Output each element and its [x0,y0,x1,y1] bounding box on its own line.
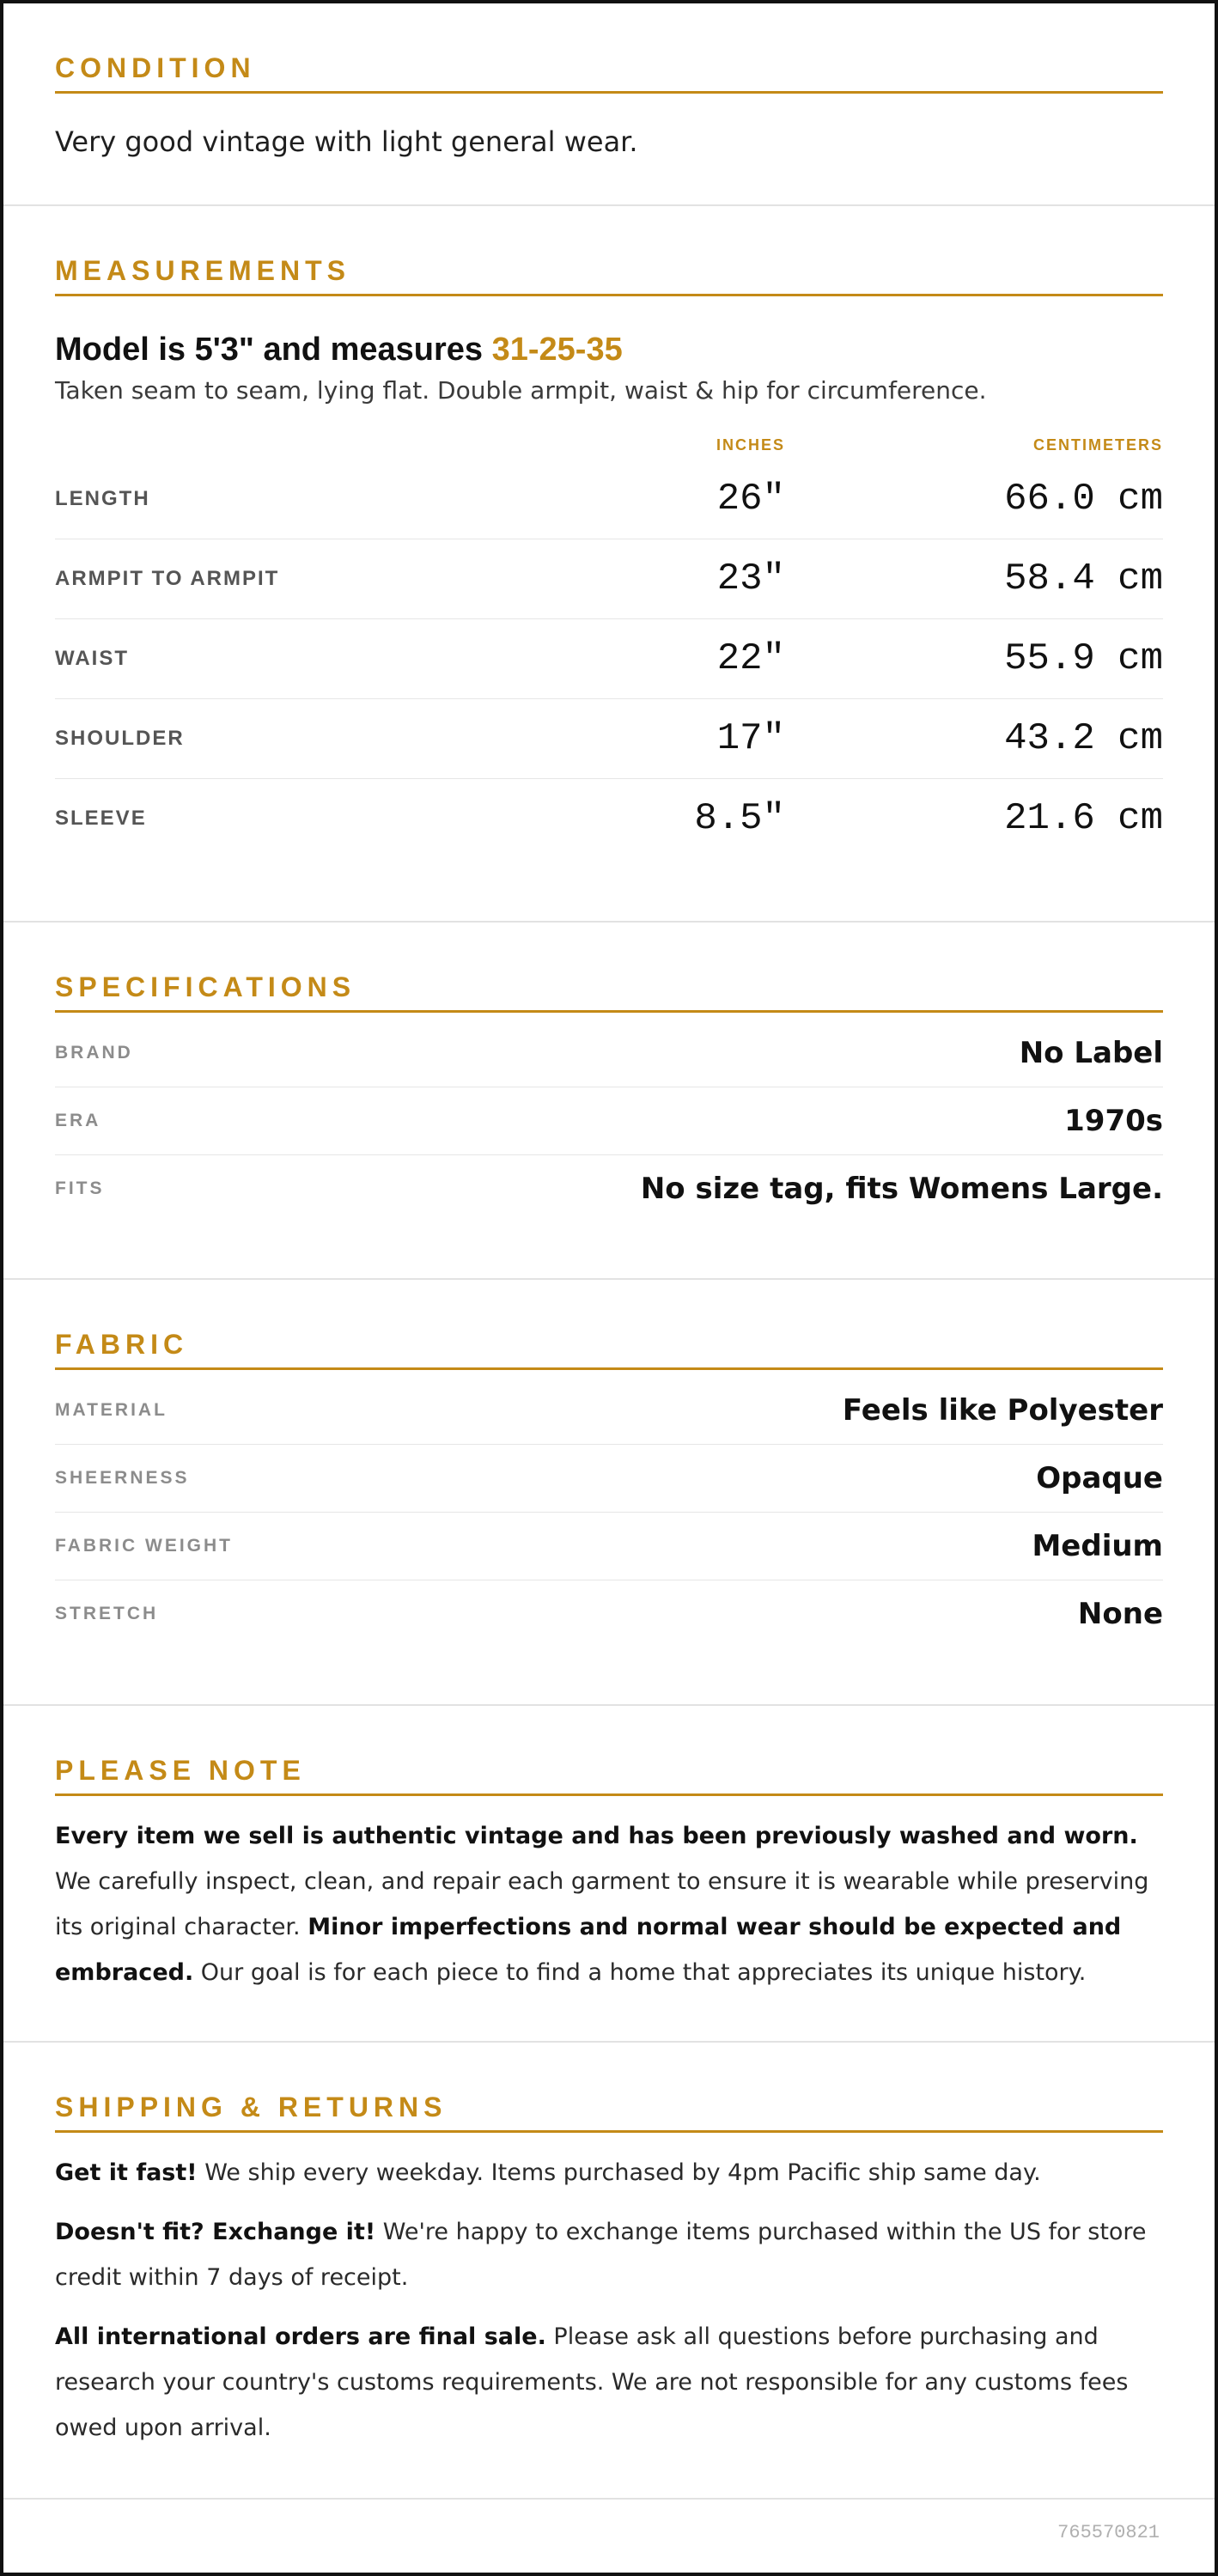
fabric-value: None [1077,1597,1163,1631]
fabric-value: Medium [1032,1529,1163,1563]
shipping-p3-text: Please ask all questions before purchasing and research your country's customs requirements. We are not responsible for any customs fees owed upon arrival. [55,2323,1129,2441]
condition-section [3,3,1215,206]
measurement-label: LENGTH [55,487,150,510]
shipping-heading: SHIPPING & RETURNS [55,2084,1163,2133]
shipping-paragraph-1 [55,2150,1163,2195]
fabric-value: Opaque [1036,1461,1163,1495]
specifications-list [55,1020,1163,1222]
measurement-inches: 23" [716,557,785,600]
model-measures-line [55,327,1163,372]
column-header-inches: INCHES [716,435,785,454]
list-item [55,1155,1163,1222]
shipping-p1-text: We ship every weekday. Items purchased by 4pm Pacific ship same day. [197,2159,1041,2186]
fabric-list [55,1377,1163,1647]
shipping-paragraph-3 [55,2314,1163,2451]
table-row [55,460,1163,539]
shipping-section [3,2043,1215,2500]
measurements-table-header [55,430,1163,460]
measurement-cm: 55.9 cm [1004,637,1163,680]
shipping-paragraph-2 [55,2209,1163,2300]
shipping-p2-text: We're happy to exchange items purchased within the US for store credit within 7 days of receipt. [55,2219,1147,2291]
measurement-cm: 66.0 cm [1004,478,1163,521]
table-row [55,539,1163,619]
shipping-p3-bold: All international orders are final sale. [55,2323,546,2350]
measurement-cm: 21.6 cm [1004,797,1163,840]
shipping-p1-bold: Get it fast! [55,2159,198,2186]
please-note-bold-2: Minor imperfections and normal wear should be expected and embraced. [55,1914,1122,1986]
fabric-value: Feels like Polyester [842,1393,1163,1428]
measurement-label: ARMPIT TO ARMPIT [55,567,280,590]
measurement-inches: 26" [716,478,785,521]
specifications-section [3,923,1215,1280]
list-item [55,1377,1163,1445]
list-item [55,1087,1163,1155]
measurements-section [3,206,1215,923]
column-header-centimeters: CENTIMETERS [1032,435,1163,454]
fabric-label: SHEERNESS [55,1468,190,1488]
spec-label: ERA [55,1111,101,1130]
model-measures-prefix: Model is 5'3" and measures [55,332,492,368]
table-row [55,779,1163,858]
measurement-cm: 58.4 cm [1004,557,1163,600]
please-note-text-2: Our goal is for each piece to find a home that appreciates its unique history. [193,1959,1087,1986]
condition-text: Very good vintage with light general wear. [55,125,638,158]
condition-heading: CONDITION [55,45,1163,94]
spec-label: FITS [55,1178,105,1198]
spec-label: BRAND [55,1043,133,1063]
measurement-label: SLEEVE [55,807,147,830]
spec-value: No Label [1019,1036,1163,1070]
fabric-label: MATERIAL [55,1400,167,1420]
product-code: 765570821 [1057,2522,1160,2543]
list-item [55,1445,1163,1513]
fabric-heading: FABRIC [55,1321,1163,1370]
fabric-label: STRETCH [55,1604,159,1623]
specifications-heading: SPECIFICATIONS [55,964,1163,1013]
fabric-section [3,1280,1215,1706]
model-measures-value: 31-25-35 [491,332,623,368]
fabric-label: FABRIC WEIGHT [55,1536,233,1556]
list-item [55,1513,1163,1580]
measurement-inches: 8.5" [694,797,785,840]
list-item [55,1020,1163,1087]
spec-value: No size tag, fits Womens Large. [640,1172,1163,1206]
please-note-section [3,1706,1215,2043]
measurement-inches: 17" [716,717,785,760]
spec-value: 1970s [1064,1104,1163,1138]
table-row [55,619,1163,699]
measurement-label: WAIST [55,647,129,670]
table-row [55,699,1163,779]
shipping-p2-bold: Doesn't fit? Exchange it! [55,2219,376,2245]
measurement-inches: 22" [716,637,785,680]
measurements-heading: MEASUREMENTS [55,247,1163,296]
measurements-table [55,430,1163,858]
please-note-text [55,1813,1163,1995]
list-item [55,1580,1163,1647]
please-note-bold-1: Every item we sell is authentic vintage and has been previously washed and worn. [55,1823,1138,1849]
measurement-cm: 43.2 cm [1004,717,1163,760]
measurement-label: SHOULDER [55,727,185,750]
measurements-note: Taken seam to seam, lying flat. Double armpit, waist & hip for circumference. [55,376,987,405]
please-note-text-1: We carefully inspect, clean, and repair each garment to ensure it is wearable while preserving its original character. [55,1868,1149,1940]
please-note-heading: PLEASE NOTE [55,1747,1163,1796]
